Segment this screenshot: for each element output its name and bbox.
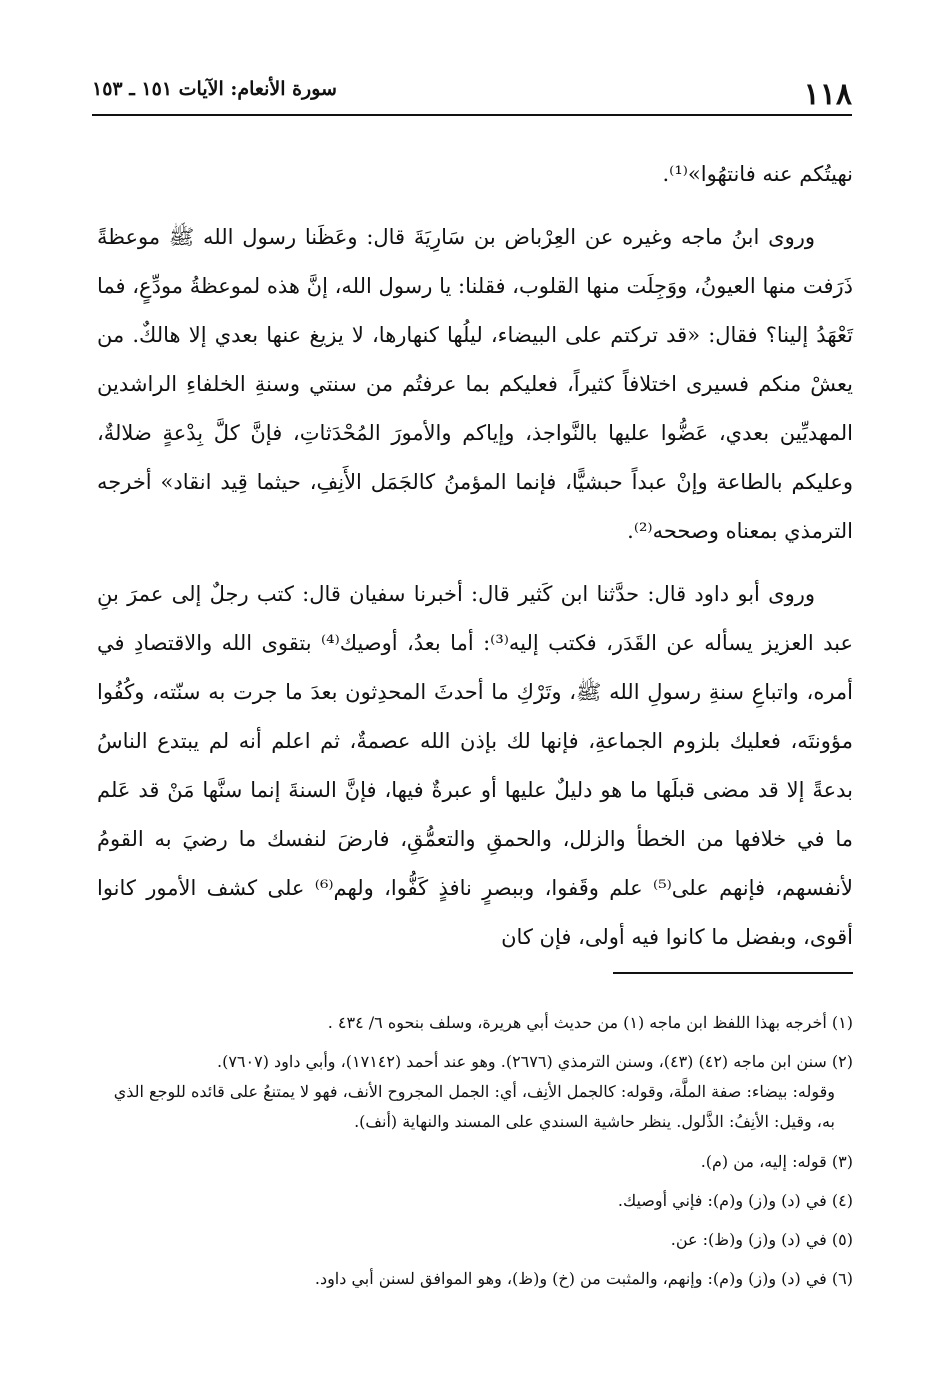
footnote-1: (١) أخرجه بهذا اللفظ ابن ماجه (١) من حديث أبي هريرة، وسلف بنحوه ٦/ ٤٣٤ . bbox=[327, 1013, 853, 1032]
paragraph-3: وروى أبو داود قال: حدَّثنا ابن كَثير قال: أخبرنا سفيان قال: كتب رجلٌ إلى عمرَ بنِ عبد العزيز يسأله عن القَدَر، فكتب إليه⁽³⁾: أما بعدُ، أوصيك⁽⁴⁾ بتقوى الله والاقتصادِ في أمره، واتباعِ سنةِ رسولِ الله ﷺ، وتَرْكِ ما أحدثَ المحدِثون بعدَ ما جرت به سنّته، وكُفُوا مؤونتَه، فعليك بلزوم الجماعةِ، فإنها لك بإذن الله عصمةٌ، ثم اعلم أنه لم يبتدع الناسُ بدعةً إلا قد مضى قبلَها ما هو دليلٌ عليها أو عبرةٌ فيها، فإنَّ السنةَ إنما سنَّها مَنْ قد عَلم ما في خلافها من الخطأ والزلل، والحمقِ والتعمُّقِ، فارضَ لنفسك ما رضيَ به القومُ لأنفسهم، فإنهم على⁽⁵⁾ علم وقَفوا، وببصرٍ نافذٍ كَفُّوا، ولهم⁽⁶⁾ على كشف الأمور كانوا أقوى، وبفضل ما كانوا فيه أولى، فإن كان bbox=[97, 582, 854, 949]
main-text bbox=[97, 150, 853, 976]
paragraph-2: وروى ابنُ ماجه وغيره عن العِرْباض بن سَارِيَةَ قال: وعَظَنا رسول الله ﷺ موعظةً ذَرَفت منها العيونُ، ووَجِلَت منها القلوب، فقلنا: يا رسول الله، إنَّ هذه لموعظةُ مودِّعٍ، فما تَعْهَدُ إلينا؟ فقال: «قد تركتم على البيضاء، ليلُها كنهارها، لا يزيغ عنها بعدي إلا هالكٌ. من يعشْ منكم فسيرى اختلافاً كثيراً، فعليكم بما عرفتُم من سنتي وسنةِ الخلفاءِ الراشدين المهديِّين بعدي، عَضُّوا عليها بالنَّواجذ، وإياكم والأمورَ المُحْدَثاتِ، فإنَّ كلَّ بِدْعةٍ ضلالةٌ، وعليكم بالطاعة وإنْ عبداً حبشيًّا، فإنما المؤمنُ كالجَمَل الأَنِفِ، حيثما قِيد انقاد» أخرجه الترمذي بمعناه وصححه⁽²⁾. bbox=[97, 225, 853, 543]
footnote-6: (٦) في (د) و(ز) و(م): وإنهم، والمثبت من (خ) و(ظ)، وهو الموافق لسنن أبي داود. bbox=[314, 1269, 853, 1288]
footnote-2-comment: وقوله: بيضاء: صفة الملَّة، وقوله: كالجمل الأنِف، أي: الجمل المجروح الأنف، فهو لا يمتنعُ على قائده للوجع الذي به، وقيل: الأنِفُ: الذَّلول. ينظر حاشية السندي على المسند والنهاية (أنف). bbox=[113, 1082, 835, 1131]
footnote-4: (٤) في (د) و(ز) و(م): فإني أوصيك. bbox=[617, 1191, 853, 1210]
footnote-5: (٥) في (د) و(ز) و(ظ): عن. bbox=[670, 1230, 853, 1249]
footnotes bbox=[97, 1008, 853, 1303]
paragraph-1: نهيتُكم عنه فانتهُوا»⁽¹⁾. bbox=[662, 162, 853, 186]
running-title: سورة الأنعام: الآيات ١٥١ ـ ١٥٣ bbox=[92, 78, 337, 100]
footnote-3: (٣) قوله: إليه، من (م). bbox=[700, 1152, 853, 1171]
footnote-separator bbox=[613, 972, 853, 974]
page-header bbox=[92, 66, 852, 116]
page-number: ١١٨ bbox=[803, 77, 852, 112]
footnote-2: (٢) سنن ابن ماجه (٤٢) (٤٣)، وسنن الترمذي (٢٦٧٦). وهو عند أحمد (١٧١٤٢)، وأبي داود (٧٦٠٧). bbox=[217, 1052, 853, 1071]
